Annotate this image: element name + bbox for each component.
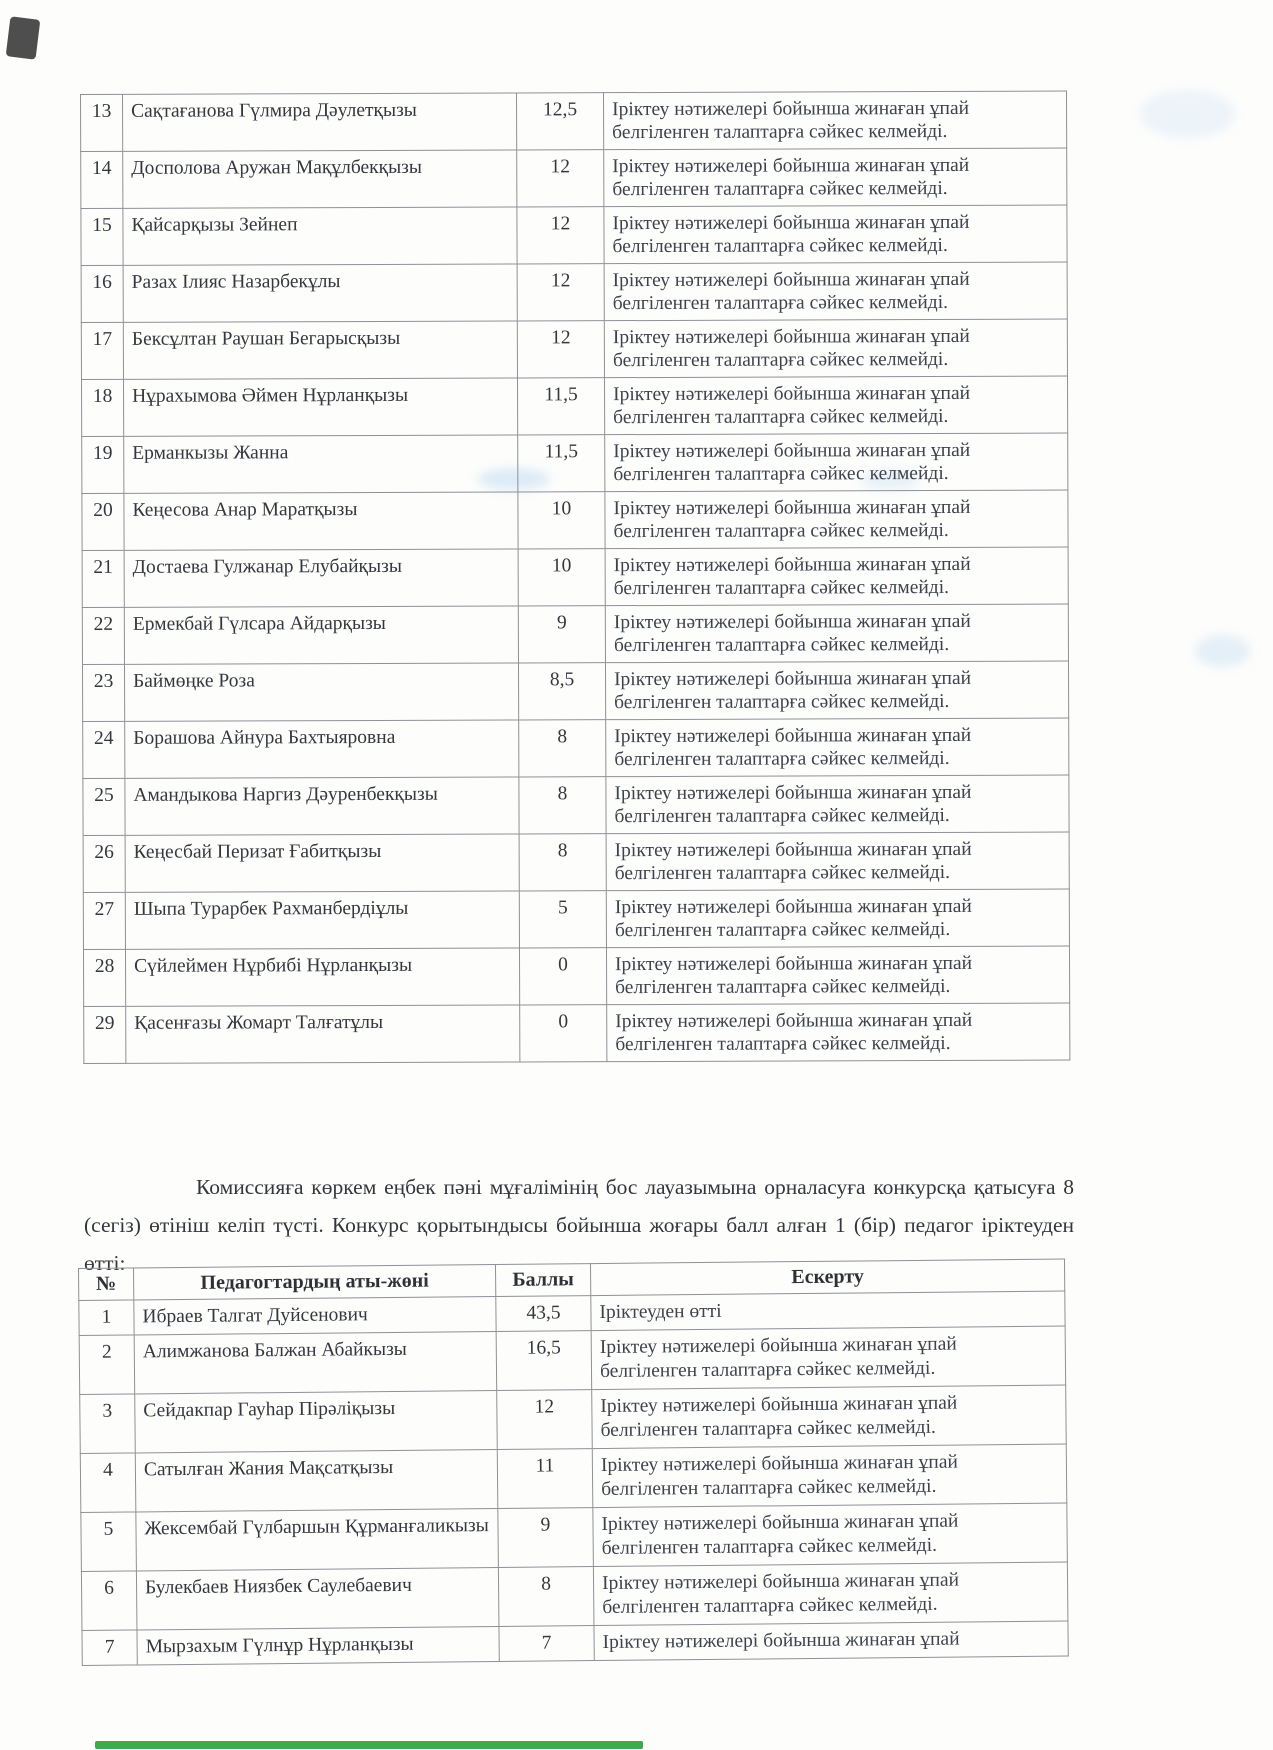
score-cell: 8 <box>519 834 606 891</box>
note-cell: Іріктеу нәтижелері бойынша жинаған ұпай белгіленген талаптарға сәйкес келмейді. <box>593 1503 1068 1567</box>
row-number-cell: 24 <box>83 721 125 778</box>
score-cell: 11,5 <box>517 378 604 435</box>
scan-smudge <box>1140 90 1235 138</box>
note-cell: Іріктеу нәтижелері бойынша жинаған ұпай белгіленген талаптарға сәйкес келмейді. <box>605 547 1068 606</box>
row-number-cell: 25 <box>83 778 125 835</box>
scan-ink-mark <box>6 16 41 59</box>
row-number-cell: 15 <box>81 208 123 265</box>
teacher-name-cell: Алимжанова Балжан Абайкызы <box>134 1331 497 1393</box>
note-cell: Іріктеу нәтижелері бойынша жинаған ұпай белгіленген талаптарға сәйкес келмейді. <box>604 148 1067 207</box>
table-row <box>81 91 1067 151</box>
teacher-name-cell: Ерманкызы Жанна <box>124 435 518 493</box>
score-cell: 0 <box>520 1005 607 1062</box>
score-cell: 12 <box>517 207 604 264</box>
teacher-name-cell: Шыпа Турарбек Рахманбердіұлы <box>125 891 519 949</box>
table-row <box>81 1562 1068 1630</box>
teacher-name-cell: Нұрахымова Әймен Нұрланқызы <box>123 378 517 436</box>
row-number-cell: 21 <box>82 550 124 607</box>
teacher-name-cell: Мырзахым Гүлнұр Нұрланқызы <box>137 1626 499 1664</box>
note-cell: Іріктеу нәтижелері бойынша жинаған ұпай белгіленген талаптарға сәйкес келмейді. <box>605 604 1068 663</box>
scan-smudge <box>1195 635 1250 667</box>
note-cell: Іріктеу нәтижелері бойынша жинаған ұпай белгіленген талаптарға сәйкес келмейді. <box>593 1562 1068 1626</box>
table-row <box>81 148 1067 208</box>
row-number-cell: 1 <box>79 1300 134 1336</box>
row-number-cell: 19 <box>82 436 124 493</box>
table-row <box>81 205 1067 265</box>
teacher-name-cell: Сақтағанова Гүлмира Дәулетқызы <box>123 93 517 151</box>
row-number-cell: 17 <box>81 322 123 379</box>
table-row <box>83 889 1069 949</box>
table-row <box>80 1444 1067 1512</box>
row-number-cell: 7 <box>82 1630 137 1666</box>
note-cell: Іріктеу нәтижелері бойынша жинаған ұпай белгіленген талаптарға сәйкес келмейді. <box>603 91 1066 150</box>
score-cell: 11 <box>497 1449 593 1509</box>
row-number-cell: 6 <box>81 1571 137 1631</box>
table-row <box>81 262 1067 322</box>
table-row <box>81 319 1067 379</box>
row-number-cell: 26 <box>83 835 125 892</box>
row-number-cell: 23 <box>82 664 124 721</box>
art-labor-table-body <box>79 1291 1068 1665</box>
score-cell: 43,5 <box>496 1296 591 1332</box>
row-number-cell: 2 <box>79 1335 135 1395</box>
note-cell: Іріктеу нәтижелері бойынша жинаған ұпай белгіленген талаптарға сәйкес келмейді. <box>606 946 1069 1005</box>
note-cell: Іріктеу нәтижелері бойынша жинаған ұпай белгіленген талаптарға сәйкес келмейді. <box>606 718 1069 777</box>
teacher-name-cell: Сейдакпар Гауһар Пірәліқызы <box>135 1390 498 1452</box>
note-cell: Іріктеуден өтті <box>591 1291 1065 1331</box>
score-cell: 12 <box>517 321 604 378</box>
teacher-name-cell: Қасенғазы Жомарт Талғатұлы <box>126 1005 520 1063</box>
score-cell: 8,5 <box>518 663 605 720</box>
teacher-name-cell: Кеңесова Анар Маратқызы <box>124 492 518 550</box>
teacher-name-cell: Сүйлеймен Нұрбибі Нұрланқызы <box>125 948 519 1006</box>
table-row <box>81 1503 1068 1571</box>
selection-results-table-continued <box>80 91 1070 1064</box>
score-cell: 8 <box>519 777 606 834</box>
table-row <box>82 490 1068 550</box>
table-row <box>81 376 1067 436</box>
note-cell: Іріктеу нәтижелері бойынша жинаған ұпай <box>594 1621 1068 1661</box>
table-row <box>84 1003 1070 1063</box>
score-cell: 9 <box>498 1508 594 1568</box>
row-number-cell: 22 <box>82 607 124 664</box>
score-cell: 12 <box>517 264 604 321</box>
score-cell: 12,5 <box>516 93 603 150</box>
teacher-name-cell: Жексембай Гүлбаршын Құрманғаликызы <box>136 1508 499 1570</box>
teacher-name-cell: Борашова Айнура Бахтыяровна <box>125 720 519 778</box>
table-row <box>79 1326 1066 1394</box>
note-cell: Іріктеу нәтижелері бойынша жинаған ұпай белгіленген талаптарға сәйкес келмейді. <box>592 1385 1067 1449</box>
teacher-name-cell: Бексұлтан Раушан Бегарысқызы <box>123 321 517 379</box>
table-row <box>82 604 1068 664</box>
note-cell: Іріктеу нәтижелері бойынша жинаған ұпай белгіленген талаптарға сәйкес келмейді. <box>607 1003 1070 1062</box>
art-labor-results-table <box>78 1259 1069 1666</box>
row-number-cell: 28 <box>83 949 125 1006</box>
table-row <box>80 1385 1067 1453</box>
score-cell: 8 <box>498 1567 594 1627</box>
note-cell: Іріктеу нәтижелері бойынша жинаған ұпай белгіленген талаптарға сәйкес келмейді. <box>591 1326 1066 1390</box>
note-cell: Іріктеу нәтижелері бойынша жинаған ұпай белгіленген талаптарға сәйкес келмейді. <box>605 661 1068 720</box>
score-cell: 10 <box>518 492 605 549</box>
teacher-name-cell: Амандыкова Наргиз Дәуренбекқызы <box>125 777 519 835</box>
scan-green-strip <box>95 1741 643 1749</box>
table-row <box>82 547 1068 607</box>
note-cell: Іріктеу нәтижелері бойынша жинаған ұпай белгіленген талаптарға сәйкес келмейді. <box>606 889 1069 948</box>
row-number-cell: 16 <box>81 265 123 322</box>
row-number-cell: 14 <box>81 151 123 208</box>
note-cell: Іріктеу нәтижелері бойынша жинаған ұпай белгіленген талаптарға сәйкес келмейді. <box>605 433 1068 492</box>
score-cell: 16,5 <box>496 1331 592 1391</box>
teacher-name-cell: Ибраев Талгат Дуйсенович <box>134 1296 496 1334</box>
score-cell: 9 <box>518 606 605 663</box>
score-cell: 12 <box>497 1390 593 1450</box>
row-number-cell: 13 <box>81 94 123 151</box>
note-cell: Іріктеу нәтижелері бойынша жинаған ұпай белгіленген талаптарға сәйкес келмейді. <box>605 490 1068 549</box>
row-number-cell: 18 <box>81 379 123 436</box>
teacher-name-cell: Достаева Гулжанар Елубайқызы <box>124 549 518 607</box>
row-number-cell: 29 <box>84 1006 126 1063</box>
score-cell: 10 <box>518 549 605 606</box>
note-cell: Іріктеу нәтижелері бойынша жинаған ұпай белгіленген талаптарға сәйкес келмейді. <box>604 262 1067 321</box>
table-row <box>82 661 1068 721</box>
teacher-name-cell: Ермекбай Гүлсара Айдарқызы <box>124 606 518 664</box>
table-row <box>83 832 1069 892</box>
commission-summary-paragraph: Комиссияға көркем еңбек пәні мұғалімінің бос лауазымына орналасуға конкурсқа қатысуға 8 (сегіз) өтініш келіп түсті. Конкурс қорытындысы бойынша жоғары балл алған 1 (бір) педагог іріктеуден өтті: <box>84 1174 1074 1275</box>
score-cell: 5 <box>519 891 606 948</box>
teacher-name-cell: Сатылған Жания Мақсатқызы <box>135 1449 498 1511</box>
note-cell: Іріктеу нәтижелері бойынша жинаған ұпай белгіленген талаптарға сәйкес келмейді. <box>604 319 1067 378</box>
note-cell: Іріктеу нәтижелері бойынша жинаған ұпай белгіленген талаптарға сәйкес келмейді. <box>606 832 1069 891</box>
score-cell: 12 <box>517 150 604 207</box>
teacher-name-cell: Кеңесбай Перизат Ғабитқызы <box>125 834 519 892</box>
teacher-name-cell: Разах Ілияс Назарбекұлы <box>123 264 517 322</box>
row-number-cell: 27 <box>83 892 125 949</box>
col-header-number: № <box>79 1268 134 1301</box>
score-cell: 8 <box>519 720 606 777</box>
col-header-note: Ескерту <box>590 1259 1064 1296</box>
row-number-cell: 20 <box>82 493 124 550</box>
teacher-name-cell: Баймөңке Роза <box>124 663 518 721</box>
row-number-cell: 3 <box>80 1394 136 1454</box>
note-cell: Іріктеу нәтижелері бойынша жинаған ұпай белгіленген талаптарға сәйкес келмейді. <box>592 1444 1067 1508</box>
score-cell: 7 <box>499 1626 594 1662</box>
note-cell: Іріктеу нәтижелері бойынша жинаған ұпай белгіленген талаптарға сәйкес келмейді. <box>604 205 1067 264</box>
table-row <box>83 718 1069 778</box>
note-cell: Іріктеу нәтижелері бойынша жинаған ұпай белгіленген талаптарға сәйкес келмейді. <box>606 775 1069 834</box>
score-cell: 11,5 <box>518 435 605 492</box>
note-cell: Іріктеу нәтижелері бойынша жинаған ұпай белгіленген талаптарға сәйкес келмейді. <box>604 376 1067 435</box>
table-row <box>82 433 1068 493</box>
row-number-cell: 4 <box>80 1453 136 1513</box>
teacher-name-cell: Қайсарқызы Зейнеп <box>123 207 517 265</box>
table-row <box>83 946 1069 1006</box>
teacher-name-cell: Булекбаев Ниязбек Саулебаевич <box>136 1567 499 1629</box>
score-cell: 0 <box>519 948 606 1005</box>
selection-results-table-body <box>81 91 1070 1063</box>
col-header-name: Педагогтардың аты-жөні <box>134 1264 496 1299</box>
col-header-score: Баллы <box>495 1264 590 1297</box>
row-number-cell: 5 <box>81 1512 137 1572</box>
teacher-name-cell: Досполова Аружан Мақұлбекқызы <box>123 150 517 208</box>
table-row <box>83 775 1069 835</box>
